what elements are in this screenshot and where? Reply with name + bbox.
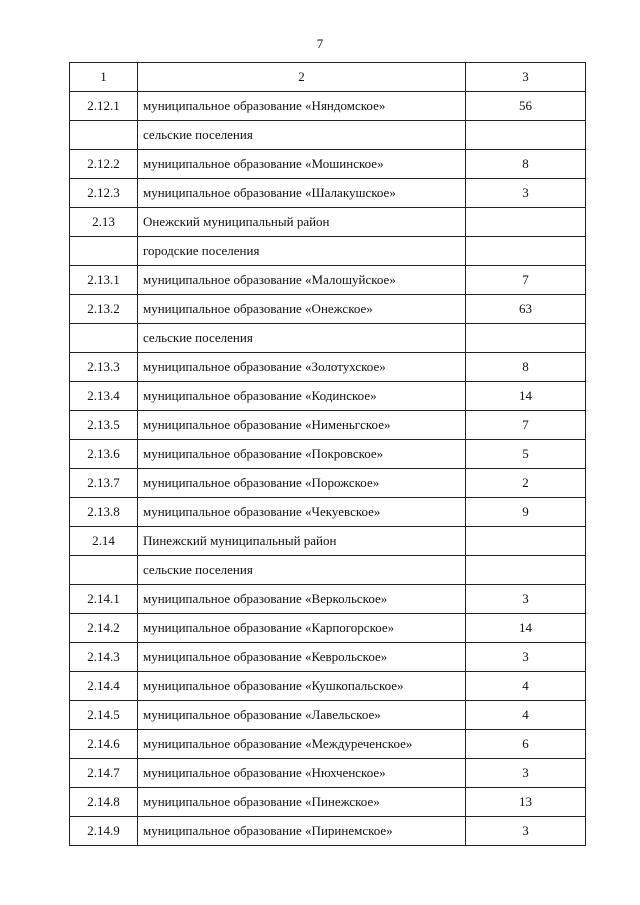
row-value: 2 xyxy=(466,469,586,498)
table-row xyxy=(70,643,586,672)
table-row xyxy=(70,817,586,846)
row-name: сельские поселения xyxy=(138,556,466,585)
row-number: 2.14.4 xyxy=(70,672,138,701)
row-value xyxy=(466,324,586,353)
row-name: муниципальное образование «Пиринемское» xyxy=(138,817,466,846)
row-name: Пинежский муниципальный район xyxy=(138,527,466,556)
row-number: 2.12.1 xyxy=(70,92,138,121)
header-cell-number: 1 xyxy=(70,63,138,92)
row-value xyxy=(466,121,586,150)
row-name: муниципальное образование «Междуреченское» xyxy=(138,730,466,759)
row-value: 8 xyxy=(466,353,586,382)
row-number xyxy=(70,556,138,585)
row-number xyxy=(70,121,138,150)
table-row xyxy=(70,411,586,440)
row-name: сельские поселения xyxy=(138,324,466,353)
row-name: муниципальное образование «Веркольское» xyxy=(138,585,466,614)
row-value: 63 xyxy=(466,295,586,324)
table-row xyxy=(70,585,586,614)
table-row xyxy=(70,121,586,150)
row-value: 7 xyxy=(466,411,586,440)
row-name: муниципальное образование «Лавельское» xyxy=(138,701,466,730)
row-name: муниципальное образование «Мошинское» xyxy=(138,150,466,179)
row-number: 2.13.4 xyxy=(70,382,138,411)
row-number: 2.14.5 xyxy=(70,701,138,730)
row-value: 14 xyxy=(466,382,586,411)
table-row xyxy=(70,237,586,266)
header-cell-value: 3 xyxy=(466,63,586,92)
row-name: муниципальное образование «Золотухское» xyxy=(138,353,466,382)
row-number xyxy=(70,324,138,353)
row-number: 2.13.2 xyxy=(70,295,138,324)
row-name: Онежский муниципальный район xyxy=(138,208,466,237)
row-number: 2.12.2 xyxy=(70,150,138,179)
row-name: городские поселения xyxy=(138,237,466,266)
row-value: 3 xyxy=(466,643,586,672)
row-value: 3 xyxy=(466,817,586,846)
table-row xyxy=(70,382,586,411)
row-value: 6 xyxy=(466,730,586,759)
row-value xyxy=(466,527,586,556)
row-value: 13 xyxy=(466,788,586,817)
table-row xyxy=(70,469,586,498)
row-name: муниципальное образование «Няндомское» xyxy=(138,92,466,121)
table-row xyxy=(70,672,586,701)
row-name: муниципальное образование «Чекуевское» xyxy=(138,498,466,527)
row-value: 14 xyxy=(466,614,586,643)
row-name: муниципальное образование «Шалакушское» xyxy=(138,179,466,208)
table-row xyxy=(70,701,586,730)
row-value: 5 xyxy=(466,440,586,469)
table-row xyxy=(70,556,586,585)
table-row xyxy=(70,324,586,353)
table-row xyxy=(70,208,586,237)
row-value xyxy=(466,556,586,585)
row-name: муниципальное образование «Малошуйское» xyxy=(138,266,466,295)
table-row xyxy=(70,179,586,208)
row-value: 8 xyxy=(466,150,586,179)
row-value: 9 xyxy=(466,498,586,527)
table-row xyxy=(70,266,586,295)
row-value: 56 xyxy=(466,92,586,121)
row-value: 3 xyxy=(466,179,586,208)
row-number: 2.13.6 xyxy=(70,440,138,469)
table-row xyxy=(70,759,586,788)
table-row xyxy=(70,498,586,527)
table-row xyxy=(70,92,586,121)
row-value: 3 xyxy=(466,585,586,614)
row-name: муниципальное образование «Карпогорское» xyxy=(138,614,466,643)
row-number: 2.14.1 xyxy=(70,585,138,614)
row-value: 4 xyxy=(466,701,586,730)
row-name: муниципальное образование «Пинежское» xyxy=(138,788,466,817)
row-number: 2.14.8 xyxy=(70,788,138,817)
table-row xyxy=(70,440,586,469)
row-number: 2.13 xyxy=(70,208,138,237)
table-row xyxy=(70,353,586,382)
document-table xyxy=(69,62,586,846)
row-name: сельские поселения xyxy=(138,121,466,150)
row-number: 2.14.2 xyxy=(70,614,138,643)
table-row xyxy=(70,150,586,179)
table-row xyxy=(70,527,586,556)
page-number: 7 xyxy=(316,36,324,51)
row-value xyxy=(466,208,586,237)
table-row xyxy=(70,730,586,759)
row-number: 2.14 xyxy=(70,527,138,556)
header-cell-name: 2 xyxy=(138,63,466,92)
row-number: 2.14.6 xyxy=(70,730,138,759)
row-name: муниципальное образование «Кодинское» xyxy=(138,382,466,411)
row-value: 7 xyxy=(466,266,586,295)
row-number: 2.13.3 xyxy=(70,353,138,382)
row-value: 4 xyxy=(466,672,586,701)
row-name: муниципальное образование «Порожское» xyxy=(138,469,466,498)
row-number: 2.12.3 xyxy=(70,179,138,208)
row-number: 2.13.8 xyxy=(70,498,138,527)
row-number: 2.14.9 xyxy=(70,817,138,846)
row-name: муниципальное образование «Кеврольское» xyxy=(138,643,466,672)
row-number xyxy=(70,237,138,266)
row-name: муниципальное образование «Нименьгское» xyxy=(138,411,466,440)
row-number: 2.13.7 xyxy=(70,469,138,498)
table-header-row xyxy=(70,63,586,92)
row-number: 2.14.7 xyxy=(70,759,138,788)
row-number: 2.13.5 xyxy=(70,411,138,440)
row-name: муниципальное образование «Нюхченское» xyxy=(138,759,466,788)
row-name: муниципальное образование «Кушкопальское» xyxy=(138,672,466,701)
row-name: муниципальное образование «Покровское» xyxy=(138,440,466,469)
row-name: муниципальное образование «Онежское» xyxy=(138,295,466,324)
row-number: 2.14.3 xyxy=(70,643,138,672)
table-row xyxy=(70,614,586,643)
row-value xyxy=(466,237,586,266)
table-row xyxy=(70,295,586,324)
row-number: 2.13.1 xyxy=(70,266,138,295)
row-value: 3 xyxy=(466,759,586,788)
table-row xyxy=(70,788,586,817)
